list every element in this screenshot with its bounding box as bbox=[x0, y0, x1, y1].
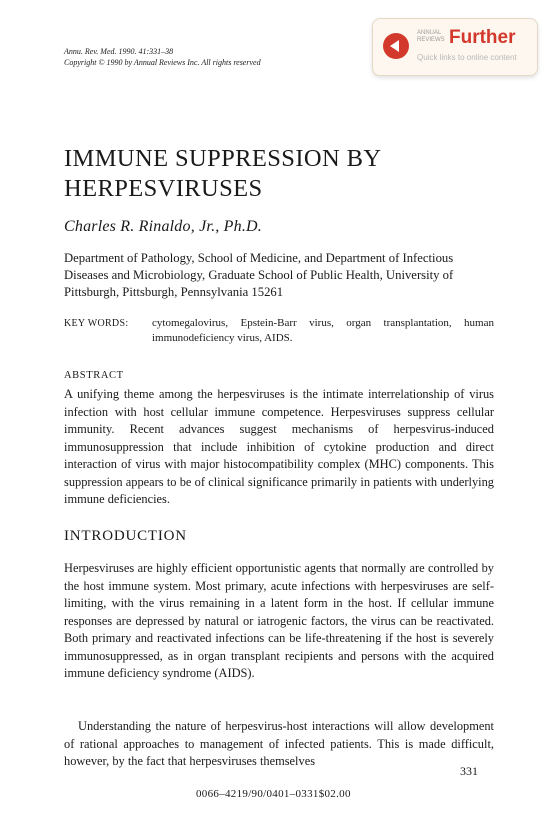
title-line-1: IMMUNE SUPPRESSION BY bbox=[64, 145, 382, 172]
article-code: 0066–4219/90/0401–0331$02.00 bbox=[196, 788, 351, 800]
annual-reviews-brand: ANNUAL REVIEWS bbox=[417, 30, 445, 43]
further-word: Further bbox=[449, 27, 516, 48]
article-title bbox=[64, 144, 381, 204]
title-line-2: HERPESVIRUSES bbox=[64, 175, 263, 202]
citation-line-1: Annu. Rev. Med. 1990. 41:331–38 bbox=[64, 47, 174, 56]
further-tagline: Quick links to online content bbox=[417, 53, 517, 62]
abstract-heading: ABSTRACT bbox=[64, 370, 124, 381]
intro-paragraph-1: Herpesviruses are highly efficient opportunistic agents that normally are controlled by the host immune system. Most primary, acute infections with herpesviruses are self-limiting, with the virus remaining in a latent form in the host. If cellular immune responses are depressed by natural or iatrogenic factors, the virus can be reactivated. Both primary and reactivated infections can be life-threatening if the host is severely immunosuppressed, as in organ transplant recipients and persons with the acquired immune deficiency syndrome (AIDS). bbox=[64, 561, 494, 680]
author-affiliation: Department of Pathology, School of Medicine, and Department of Infectious Diseases and Microbiology, Graduate School of Public Health, University of Pittsburgh, Pittsburgh, Pennsylvania 15261 bbox=[64, 251, 454, 299]
author-name: Charles R. Rinaldo, Jr., Ph.D. bbox=[64, 218, 262, 235]
keywords-list: cytomegalovirus, Epstein-Barr virus, organ transplantation, human immunodeficiency virus, AIDS. bbox=[152, 317, 494, 344]
citation-line-2: Copyright © 1990 by Annual Reviews Inc. All rights reserved bbox=[64, 58, 261, 67]
abstract-body: A unifying theme among the herpesviruses is the intimate interrelationship of virus infection with host cellular immune competence. Herpesviruses suppress cellular immunity. Recent advances suggest mechanisms of herpesvirus-induced immunosuppression that include inhibition of cytokine production and direct interaction of virus with major histocompatibility complex (MHC) components. This suppression appears to be of clinical significance primarily in patients with underlying immune deficiencies. bbox=[64, 387, 494, 506]
introduction-heading: INTRODUCTION bbox=[64, 528, 187, 544]
intro-paragraph-2: Understanding the nature of herpesvirus-host interactions will allow development of rational approaches to management of infected patients. This is made difficult, however, by the fact that herpesviruses themselves bbox=[64, 719, 494, 768]
keywords-label: KEY WORDS: bbox=[64, 318, 129, 329]
further-links-badge[interactable] bbox=[372, 18, 538, 76]
page-number: 331 bbox=[460, 764, 478, 778]
play-left-icon bbox=[383, 33, 409, 59]
journal-citation bbox=[64, 46, 261, 68]
